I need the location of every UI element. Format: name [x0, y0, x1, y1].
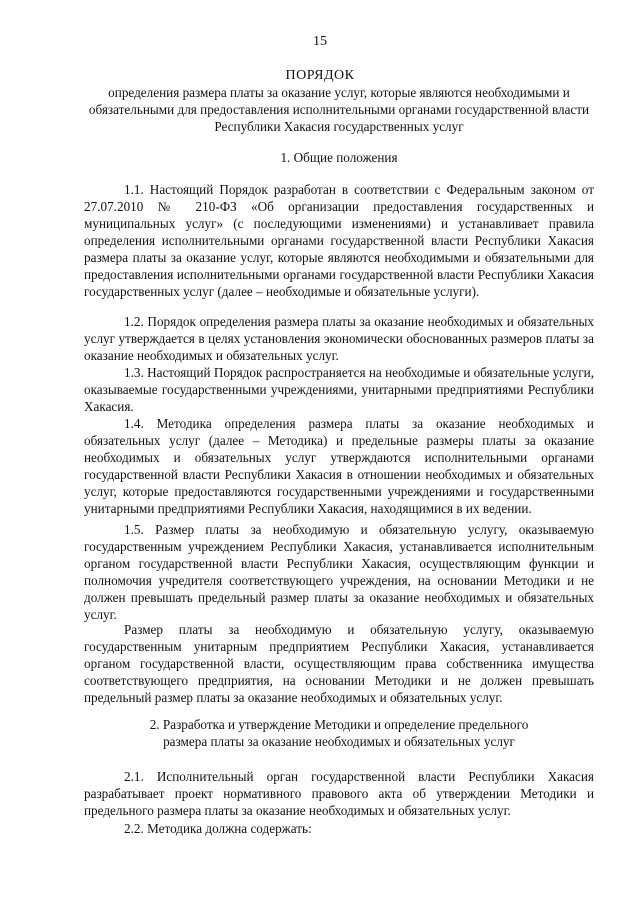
document-title: ПОРЯДОК — [285, 68, 355, 83]
paragraph-1-2: 1.2. Порядок определения размера платы за оказание необходимых и обязательных услуг утверждается в целях установления экономически обоснованных размеров платы за оказание необходимых и обязательных услуг. — [84, 314, 594, 363]
paragraph-1-3: 1.3. Настоящий Порядок распространяется на необходимые и обязательные услуги, оказываемые государственными учреждениями, унитарными предприятиями Республики Хакасия. — [84, 365, 594, 414]
paragraph-2-1: 2.1. Исполнительный орган государственной власти Республики Хакасия разрабатывает проект нормативного правового акта об утверждении Методики и предельного размера платы за оказание необходимых и обязательных услуг. — [84, 769, 594, 818]
page-number: 15 — [313, 34, 327, 49]
paragraph-1-5: 1.5. Размер платы за необходимую и обязательную услугу, оказываемую государственным учреждением Республики Хакасия, устанавливается исполнительным органом государственной власти Республики Хакасия, осуществляющим функции и полномочия учредителя соответствующего учреждения, на основании Методики и не должен превышать предельный размер платы за оказание необходимых и обязательных услуг. — [84, 522, 594, 622]
document-subtitle: определения размера платы за оказание услуг, которые являются необходимыми и обязательными для предоставления исполнительными органами государственной власти Республики Хакасия государственных услуг — [88, 85, 590, 134]
section-heading-line-1: 2. Разработка и утверждение Методики и определение предельного — [149, 717, 529, 732]
paragraph-2-2: 2.2. Методика должна содержать: — [124, 821, 312, 836]
paragraph-1-1: 1.1. Настоящий Порядок разработан в соответствии с Федеральным законом от 27.07.2010 № 210-ФЗ «Об организации предоставления государственных и муниципальных услуг» (с последующими изменениями) и устанавливает правила определения исполнительными органами государственной власти Республики Хакасия размера платы за оказание услуг, которые являются необходимыми и обязательными для предоставления исполнительными органами государственной власти Республики Хакасия государственных услуг (далее – необходимые и обязательные услуги). — [84, 182, 594, 299]
section-heading-methodology — [84, 716, 594, 750]
paragraph-1-5-continued: Размер платы за необходимую и обязательную услугу, оказываемую государственным унитарным предприятием Республики Хакасия, устанавливается органом государственной власти, осуществляющим права собственника имущества соответствующего предприятия, на основании Методики и не должен превышать предельный размер платы за оказание необходимых и обязательных услуг. — [84, 622, 594, 705]
section-heading-general: 1. Общие положения — [280, 150, 398, 165]
paragraph-1-4: 1.4. Методика определения размера платы за оказание необходимых и обязательных услуг (далее – Методика) и предельные размеры платы за оказание необходимых и обязательных услуг утверждаются исполнительными органами государственной власти Республики Хакасия в отношении необходимых и обязательных услуг, которые предоставляются государственными учреждениями и государственными унитарными предприятиями Республики Хакасия, находящимися в их ведении. — [84, 416, 594, 516]
section-heading-line-2: размера платы за оказание необходимых и обязательных услуг — [163, 734, 515, 749]
